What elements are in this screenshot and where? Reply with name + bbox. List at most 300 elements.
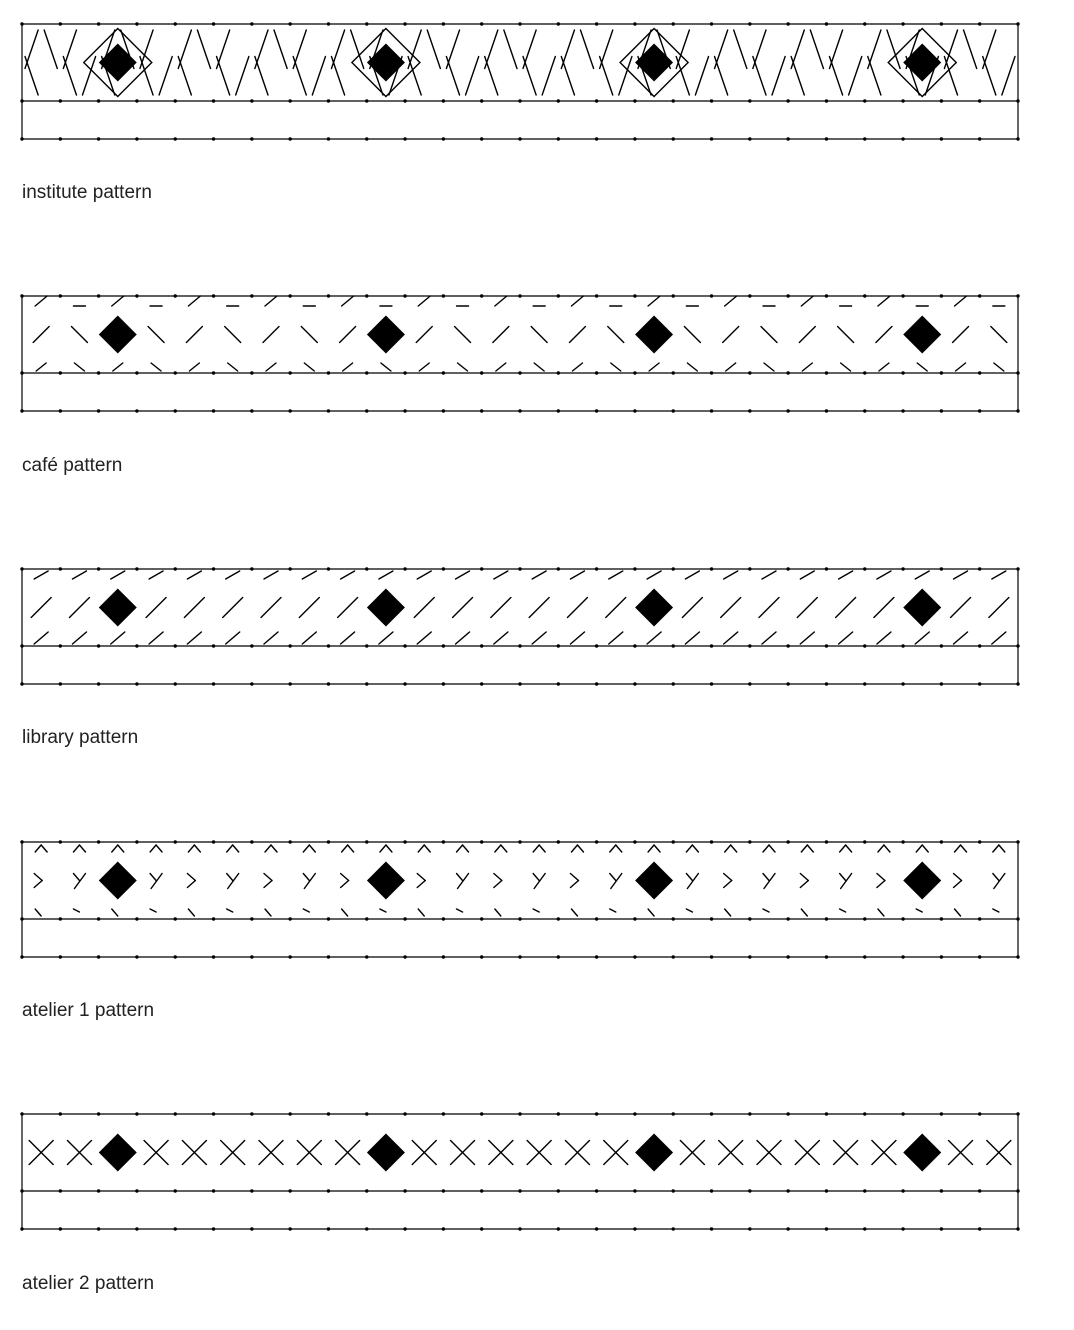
grid-dot	[710, 99, 713, 102]
pattern-stroke	[495, 845, 501, 852]
pattern-stroke	[1002, 57, 1015, 96]
pattern-stroke	[532, 632, 546, 644]
pattern-stroke	[878, 909, 884, 916]
grid-dot	[442, 137, 445, 140]
pattern-stroke	[570, 874, 578, 881]
pattern-stroke	[504, 30, 517, 69]
grid-dot	[633, 955, 636, 958]
grid-dot	[480, 1227, 483, 1230]
grid-dot	[786, 1189, 789, 1192]
grid-dot	[403, 955, 406, 958]
pattern-stroke	[608, 327, 624, 343]
grid-dot	[59, 1227, 62, 1230]
grid-dot	[672, 917, 675, 920]
pattern-stroke	[264, 571, 278, 579]
pattern-stroke	[494, 632, 508, 644]
grid-dot	[633, 99, 636, 102]
grid-dot	[557, 644, 560, 647]
pattern-stroke	[955, 845, 961, 852]
pattern-stroke	[188, 296, 200, 306]
grid-dot	[940, 294, 943, 297]
grid-dot	[633, 1227, 636, 1230]
grid-dot	[1016, 99, 1019, 102]
grid-dot	[633, 371, 636, 374]
pattern-stroke	[338, 598, 358, 618]
grid-dot	[978, 409, 981, 412]
grid-dot	[442, 22, 445, 25]
grid-dot	[940, 1227, 943, 1230]
pattern-stroke	[36, 363, 46, 371]
grid-dot	[825, 409, 828, 412]
grid-dot	[403, 409, 406, 412]
pattern-stroke	[991, 327, 1007, 343]
grid-dot	[595, 1227, 598, 1230]
pattern-stroke	[868, 57, 881, 96]
pattern-strip-atelier2	[0, 1090, 1074, 1230]
grid-dot	[288, 1227, 291, 1230]
grid-dot	[901, 1227, 904, 1230]
grid-dot	[863, 1112, 866, 1115]
grid-dot	[940, 409, 943, 412]
pattern-stroke	[838, 327, 854, 343]
grid-dot	[212, 840, 215, 843]
pattern-stroke	[542, 57, 555, 96]
pattern-stroke	[159, 57, 172, 96]
grid-dot	[327, 409, 330, 412]
pattern-stroke	[992, 571, 1006, 579]
grid-dot	[825, 682, 828, 685]
grid-dot	[365, 1112, 368, 1115]
grid-dot	[288, 371, 291, 374]
grid-dot	[212, 1112, 215, 1115]
grid-dot	[59, 682, 62, 685]
grid-dot	[135, 99, 138, 102]
grid-dot	[174, 409, 177, 412]
grid-dot	[212, 294, 215, 297]
grid-dot	[901, 567, 904, 570]
grid-dot	[365, 1227, 368, 1230]
library-pattern-caption: library pattern	[22, 727, 139, 748]
grid-dot	[174, 917, 177, 920]
grid-dot	[480, 294, 483, 297]
grid-dot	[20, 409, 23, 412]
grid-dot	[940, 1112, 943, 1115]
grid-dot	[978, 840, 981, 843]
pattern-stroke	[606, 598, 626, 618]
grid-dot	[365, 1189, 368, 1192]
pattern-stroke	[759, 598, 779, 618]
grid-dot	[748, 294, 751, 297]
diamond-marker	[635, 589, 673, 627]
grid-dot	[97, 1227, 100, 1230]
grid-dot	[748, 567, 751, 570]
pattern-stroke	[34, 874, 42, 881]
pattern-stroke	[532, 571, 546, 579]
grid-dot	[710, 567, 713, 570]
pattern-stroke	[922, 845, 928, 852]
grid-dot	[365, 644, 368, 647]
grid-dot	[59, 955, 62, 958]
grid-dot	[212, 644, 215, 647]
grid-dot	[442, 409, 445, 412]
pattern-stroke	[648, 909, 654, 916]
grid-dot	[59, 409, 62, 412]
grid-dot	[20, 371, 23, 374]
grid-dot	[863, 409, 866, 412]
pattern-stroke	[609, 571, 623, 579]
pattern-stroke	[994, 363, 1004, 371]
grid-dot	[786, 99, 789, 102]
grid-dot	[250, 371, 253, 374]
pattern-stroke	[494, 881, 502, 888]
grid-dot	[327, 1112, 330, 1115]
pattern-stroke	[379, 571, 393, 579]
pattern-strip-cafe	[0, 272, 1074, 412]
grid-dot	[748, 99, 751, 102]
grid-dot	[633, 137, 636, 140]
grid-dot	[786, 294, 789, 297]
grid-dot	[97, 371, 100, 374]
grid-dot	[518, 371, 521, 374]
grid-dot	[327, 682, 330, 685]
grid-dot	[403, 137, 406, 140]
pattern-stroke	[494, 571, 508, 579]
grid-dot	[863, 840, 866, 843]
pattern-stroke	[570, 571, 584, 579]
grid-dot	[710, 644, 713, 647]
grid-dot	[901, 294, 904, 297]
pattern-stroke	[419, 363, 429, 371]
grid-dot	[20, 22, 23, 25]
pattern-stroke	[226, 632, 240, 644]
pattern-stroke	[112, 845, 118, 852]
pattern-stroke	[839, 632, 853, 644]
grid-dot	[518, 1112, 521, 1115]
pattern-stroke	[725, 296, 737, 306]
pattern-stroke	[188, 909, 194, 916]
pattern-stroke	[686, 909, 692, 912]
grid-dot	[595, 917, 598, 920]
pattern-stroke	[953, 327, 969, 343]
grid-dot	[518, 137, 521, 140]
pattern-stroke	[341, 571, 355, 579]
grid-dot	[212, 917, 215, 920]
grid-dot	[135, 371, 138, 374]
grid-dot	[97, 99, 100, 102]
grid-dot	[174, 955, 177, 958]
pattern-stroke	[725, 845, 731, 852]
grid-dot	[97, 1112, 100, 1115]
pattern-stroke	[73, 845, 79, 852]
pattern-stroke	[340, 327, 356, 343]
pattern-stroke	[539, 845, 545, 852]
pattern-stroke	[647, 632, 661, 644]
grid-dot	[901, 409, 904, 412]
grid-dot	[633, 409, 636, 412]
pattern-stroke	[380, 909, 386, 912]
pattern-stroke	[418, 909, 424, 916]
pattern-stroke	[34, 881, 42, 888]
grid-dot	[710, 1227, 713, 1230]
grid-dot	[786, 137, 789, 140]
grid-dot	[288, 409, 291, 412]
pattern-stroke	[610, 874, 616, 881]
grid-dot	[403, 371, 406, 374]
pattern-stroke	[878, 296, 890, 306]
pattern-stroke	[577, 845, 583, 852]
pattern-stroke	[184, 598, 204, 618]
grid-dot	[59, 567, 62, 570]
atelier1-pattern-caption: atelier 1 pattern	[22, 1000, 155, 1021]
pattern-stroke	[416, 327, 432, 343]
grid-dot	[59, 644, 62, 647]
grid-dot	[710, 917, 713, 920]
grid-dot	[250, 99, 253, 102]
pattern-stroke	[455, 327, 471, 343]
pattern-stroke	[570, 881, 578, 888]
pattern-stroke	[916, 909, 922, 912]
pattern-stroke	[802, 363, 812, 371]
pattern-stroke	[878, 845, 884, 852]
pattern-stroke	[955, 909, 961, 916]
grid-dot	[1016, 644, 1019, 647]
grid-dot	[1016, 955, 1019, 958]
pattern-stroke	[877, 571, 891, 579]
pattern-stroke	[495, 296, 507, 306]
pattern-stroke	[457, 845, 463, 852]
pattern-stroke	[533, 874, 539, 881]
pattern-strip-atelier1	[0, 818, 1074, 958]
grid-dot	[365, 294, 368, 297]
pattern-stroke	[571, 296, 583, 306]
grid-dot	[97, 22, 100, 25]
pattern-stroke	[876, 327, 892, 343]
grid-dot	[59, 22, 62, 25]
grid-dot	[595, 955, 598, 958]
diamond-marker	[99, 44, 137, 82]
grid-dot	[825, 137, 828, 140]
grid-dot	[978, 371, 981, 374]
grid-dot	[250, 682, 253, 685]
pattern-stroke	[25, 57, 38, 96]
pattern-stroke	[236, 57, 249, 96]
pattern-stroke	[266, 363, 276, 371]
pattern-stroke	[274, 30, 287, 69]
grid-dot	[940, 644, 943, 647]
pattern-stroke	[72, 571, 86, 579]
pattern-stroke	[446, 30, 459, 69]
pattern-stroke	[840, 845, 846, 852]
grid-dot	[135, 1227, 138, 1230]
pattern-stroke	[150, 874, 156, 881]
grid-dot	[403, 99, 406, 102]
grid-dot	[250, 22, 253, 25]
grid-dot	[288, 955, 291, 958]
pattern-stroke	[734, 30, 747, 69]
pattern-stroke	[580, 30, 593, 69]
diamond-marker	[903, 316, 941, 354]
grid-dot	[174, 22, 177, 25]
grid-dot	[212, 1227, 215, 1230]
pattern-stroke	[265, 296, 277, 306]
grid-dot	[978, 22, 981, 25]
pattern-stroke	[829, 30, 842, 69]
grid-dot	[518, 294, 521, 297]
grid-dot	[672, 1189, 675, 1192]
grid-dot	[901, 917, 904, 920]
pattern-stroke	[801, 845, 807, 852]
grid-dot	[901, 1189, 904, 1192]
grid-dot	[978, 1189, 981, 1192]
grid-dot	[442, 567, 445, 570]
grid-dot	[633, 682, 636, 685]
pattern-stroke	[223, 598, 243, 618]
grid-dot	[901, 840, 904, 843]
pattern-stroke	[989, 598, 1009, 618]
grid-dot	[633, 1112, 636, 1115]
pattern-stroke	[225, 327, 241, 343]
pattern-stroke	[799, 327, 815, 343]
grid-dot	[940, 22, 943, 25]
pattern-stroke	[71, 327, 87, 343]
diamond-marker	[99, 589, 137, 627]
diamond-marker	[367, 1134, 405, 1172]
pattern-stroke	[304, 363, 314, 371]
grid-dot	[442, 294, 445, 297]
grid-dot	[518, 567, 521, 570]
grid-dot	[672, 99, 675, 102]
grid-dot	[978, 682, 981, 685]
grid-dot	[480, 371, 483, 374]
pattern-stroke	[31, 598, 51, 618]
pattern-stroke	[840, 874, 846, 881]
pattern-stroke	[189, 363, 199, 371]
grid-dot	[212, 137, 215, 140]
pattern-stroke	[874, 598, 894, 618]
grid-dot	[288, 840, 291, 843]
pattern-stroke	[648, 845, 654, 852]
grid-dot	[978, 294, 981, 297]
pattern-stroke	[264, 632, 278, 644]
grid-dot	[595, 409, 598, 412]
pattern-stroke	[800, 632, 814, 644]
grid-dot	[365, 682, 368, 685]
pattern-stroke	[341, 632, 355, 644]
grid-dot	[403, 917, 406, 920]
pattern-stroke	[993, 909, 999, 912]
grid-dot	[672, 1227, 675, 1230]
grid-dot	[518, 917, 521, 920]
grid-dot	[557, 682, 560, 685]
pattern-stroke	[456, 571, 470, 579]
grid-dot	[710, 840, 713, 843]
grid-dot	[863, 644, 866, 647]
grid-dot	[978, 99, 981, 102]
pattern-stroke	[417, 874, 425, 881]
pattern-stroke	[303, 909, 309, 912]
grid-dot	[59, 99, 62, 102]
pattern-stroke	[151, 363, 161, 371]
grid-dot	[518, 1189, 521, 1192]
grid-dot	[1016, 137, 1019, 140]
grid-dot	[672, 644, 675, 647]
pattern-stroke	[846, 845, 852, 852]
grid-dot	[97, 917, 100, 920]
grid-dot	[672, 294, 675, 297]
grid-dot	[135, 567, 138, 570]
grid-dot	[97, 1189, 100, 1192]
pattern-stroke	[721, 598, 741, 618]
grid-dot	[825, 567, 828, 570]
grid-dot	[365, 99, 368, 102]
grid-dot	[174, 99, 177, 102]
grid-dot	[786, 840, 789, 843]
grid-dot	[97, 682, 100, 685]
grid-dot	[365, 409, 368, 412]
pattern-stroke	[723, 327, 739, 343]
pattern-stroke	[879, 363, 889, 371]
pattern-stroke	[493, 327, 509, 343]
pattern-stroke	[725, 909, 731, 916]
grid-dot	[97, 409, 100, 412]
grid-dot	[748, 917, 751, 920]
grid-dot	[212, 567, 215, 570]
pattern-stroke	[951, 598, 971, 618]
pattern-stroke	[417, 632, 431, 644]
grid-dot	[174, 682, 177, 685]
grid-dot	[901, 644, 904, 647]
grid-dot	[557, 567, 560, 570]
grid-dot	[250, 840, 253, 843]
pattern-stroke	[197, 30, 210, 69]
grid-dot	[557, 99, 560, 102]
grid-dot	[710, 1112, 713, 1115]
grid-dot	[327, 567, 330, 570]
diamond-marker	[903, 1134, 941, 1172]
pattern-stroke	[772, 57, 785, 96]
grid-dot	[212, 409, 215, 412]
grid-dot	[786, 682, 789, 685]
pattern-stroke	[964, 30, 977, 69]
grid-dot	[940, 840, 943, 843]
grid-dot	[442, 1112, 445, 1115]
pattern-stroke	[529, 598, 549, 618]
pattern-stroke	[148, 327, 164, 343]
pattern-stroke	[654, 845, 660, 852]
grid-dot	[212, 682, 215, 685]
pattern-stroke	[954, 632, 968, 644]
grid-dot	[59, 840, 62, 843]
grid-dot	[403, 644, 406, 647]
grid-dot	[518, 1227, 521, 1230]
pattern-stroke	[302, 632, 316, 644]
institute-pattern-caption: institute pattern	[22, 182, 152, 203]
pattern-stroke	[453, 598, 473, 618]
pattern-stroke	[494, 874, 502, 881]
grid-dot	[59, 137, 62, 140]
pattern-stroke	[178, 57, 191, 96]
pattern-stroke	[418, 296, 430, 306]
grid-dot	[20, 137, 23, 140]
grid-dot	[480, 917, 483, 920]
grid-dot	[595, 840, 598, 843]
pattern-stroke	[695, 57, 708, 96]
pattern-stroke	[791, 57, 804, 96]
pattern-stroke	[731, 845, 737, 852]
grid-dot	[672, 1112, 675, 1115]
pattern-stroke	[417, 571, 431, 579]
grid-dot	[595, 682, 598, 685]
